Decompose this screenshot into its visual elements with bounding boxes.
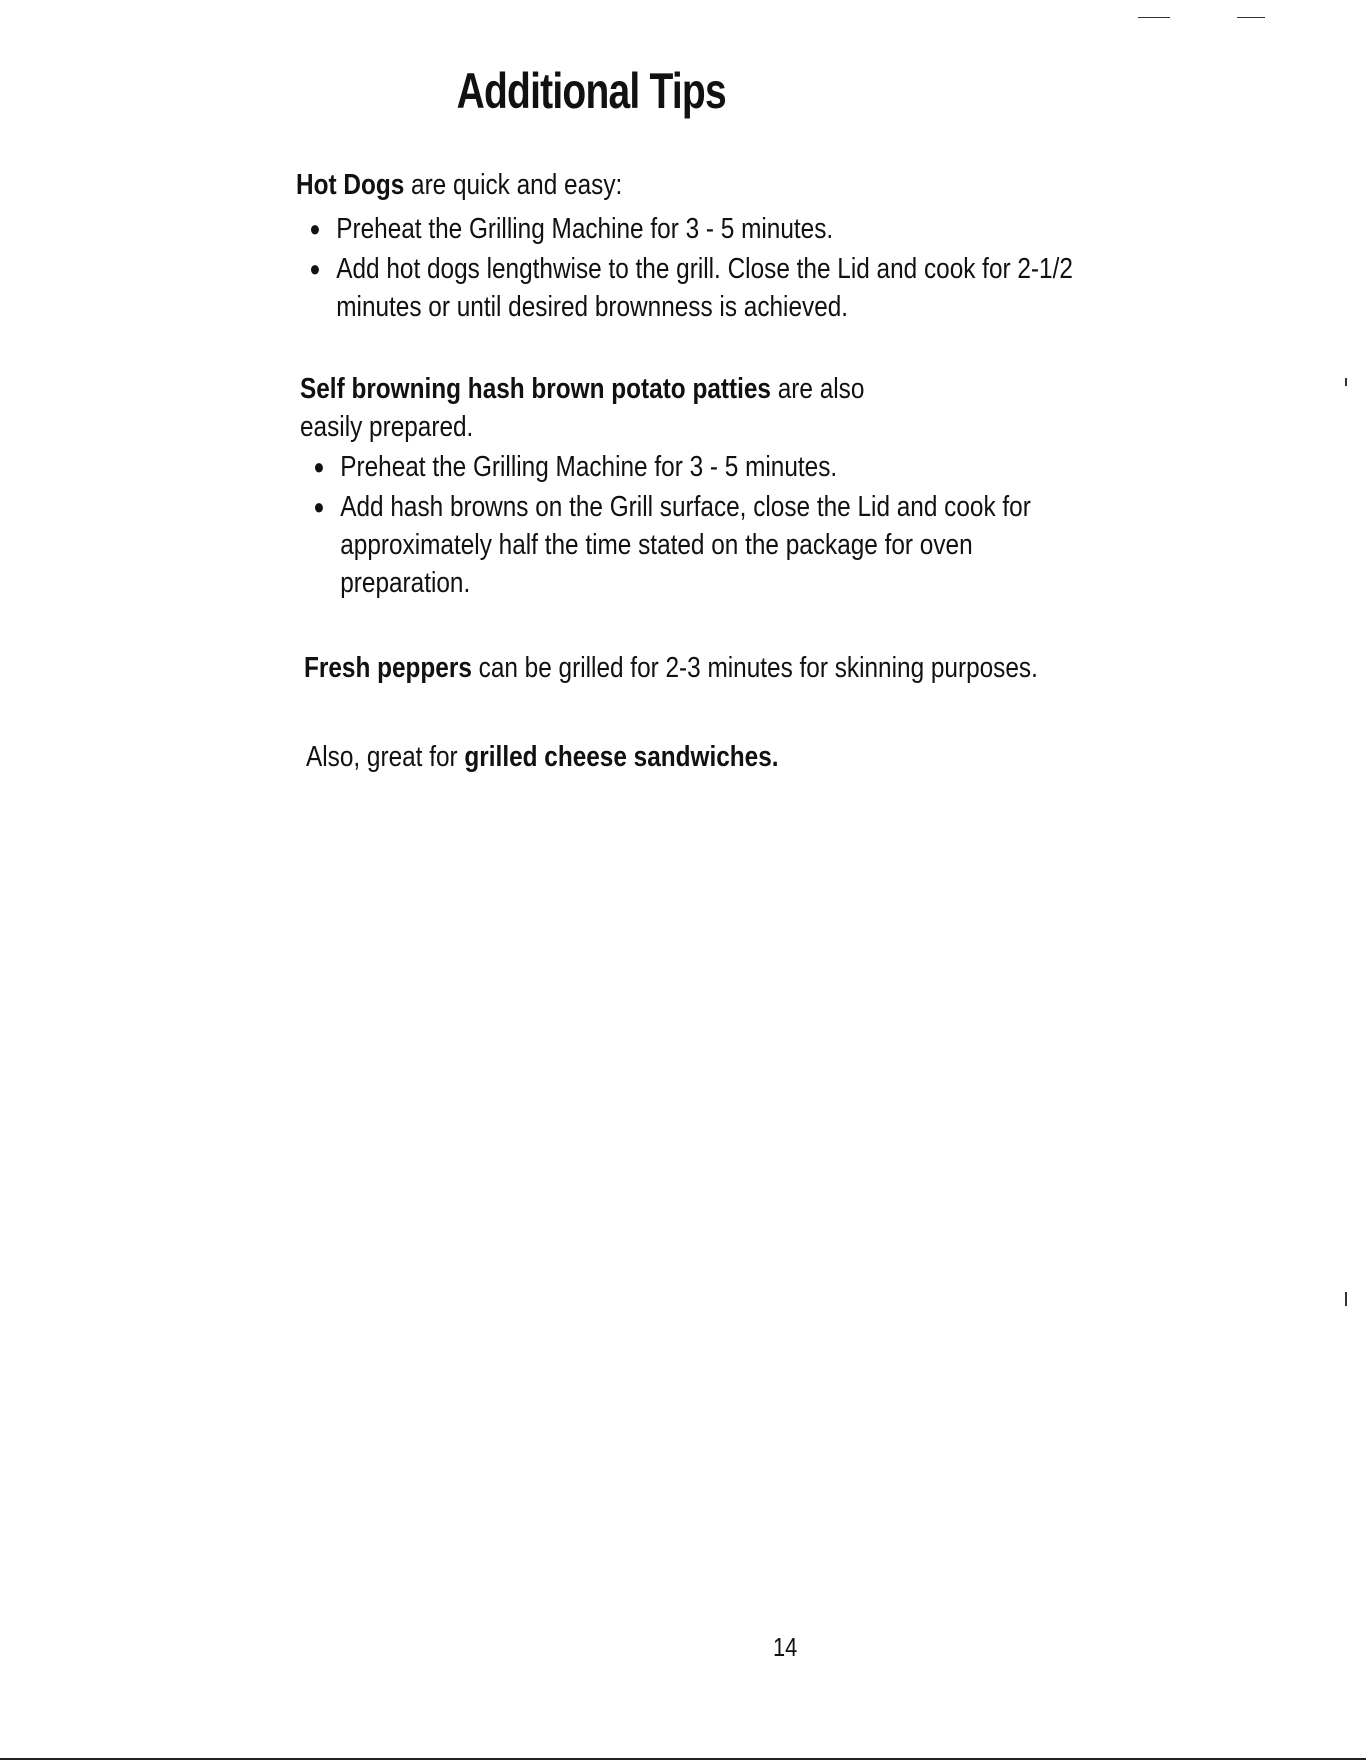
list-item: ● Preheat the Grilling Machine for 3 - 5 minutes. xyxy=(306,210,1073,248)
hot-dogs-label: Hot Dogs xyxy=(296,169,405,201)
scan-mark xyxy=(1345,1292,1347,1306)
cheese-tip xyxy=(306,738,779,776)
list-item: ● Add hash browns on the Grill surface, close the Lid and cook for xyxy=(310,488,1031,526)
peppers-text: can be grilled for 2-3 minutes for skinning purposes. xyxy=(471,652,1038,684)
bullet-icon: ● xyxy=(309,216,321,241)
hot-dogs-intro-text: are quick and easy: xyxy=(404,169,623,201)
scan-mark xyxy=(1237,17,1265,18)
peppers-label: Fresh peppers xyxy=(304,652,472,684)
bullet-icon: ● xyxy=(313,454,325,479)
page-title: Additional Tips xyxy=(456,63,726,119)
hash-browns-intro-text: are also xyxy=(770,373,865,405)
list-item-continuation: approximately half the time stated on the package for oven xyxy=(340,529,973,561)
cheese-text: Also, great for xyxy=(306,741,465,773)
list-item-continuation: preparation. xyxy=(340,567,471,599)
peppers-tip xyxy=(304,649,1038,687)
hot-dogs-steps xyxy=(306,210,1073,326)
cheese-label: grilled cheese sandwiches. xyxy=(464,741,779,773)
hash-browns-intro-line2: easily prepared. xyxy=(300,411,474,443)
bullet-icon: ● xyxy=(309,256,321,281)
list-item: ● Preheat the Grilling Machine for 3 - 5 minutes. xyxy=(310,448,1031,486)
hash-browns-label: Self browning hash brown potato patties xyxy=(300,373,771,405)
list-item: ● Add hot dogs lengthwise to the grill. Close the Lid and cook for 2-1/2 xyxy=(306,250,1073,288)
scan-mark xyxy=(1345,378,1347,386)
hash-browns-steps xyxy=(310,448,1031,602)
hot-dogs-intro xyxy=(296,166,622,204)
hash-browns-intro xyxy=(300,370,864,408)
scan-mark xyxy=(1138,17,1170,18)
list-item-continuation: minutes or until desired brownness is achieved. xyxy=(336,291,849,323)
bullet-icon: ● xyxy=(313,494,325,519)
bottom-edge-line xyxy=(0,1758,1366,1760)
page-number: 14 xyxy=(773,1632,798,1662)
